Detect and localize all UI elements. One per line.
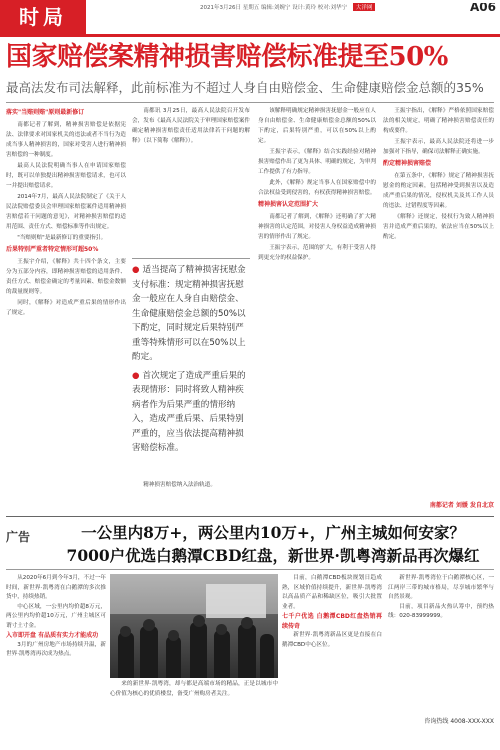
- article-column-2: [132, 106, 250, 256]
- paragraph: 《解释》还规定，侵权行为致人精神损害并造成严重后果的，依法应当在50%以上酌定。: [383, 214, 494, 240]
- paragraph: 王振宇表示，最高人民法院还将进一步加强对下指导，确保司法解释正确实施。: [383, 139, 494, 155]
- byline: 南都记者 刘媛 发自北京: [429, 502, 494, 509]
- ad-column-3: [282, 574, 382, 744]
- paragraph: 此外，《解释》规定当事人在国家赔偿中的合法权益受到侵害的，有权获得精神损害赔偿。: [258, 180, 376, 196]
- pull-quote: [132, 258, 250, 478]
- paragraph: 目前，项目新品火热认筹中，预约热线：020-83999999。: [388, 603, 494, 619]
- subheadline: 最高法发布司法解释，此前标准为不超过人身自由赔偿金、生命健康赔偿金总额的35%: [6, 80, 484, 95]
- pull-quote-box: [132, 258, 250, 456]
- issue-info: [200, 3, 496, 11]
- section-heading: 精神损害认定范围扩大: [258, 201, 319, 208]
- photo-person: [140, 626, 158, 678]
- paragraph: 王振宇表示，范围的扩大，有利于受害人得到更充分的权益保护。: [258, 245, 376, 261]
- site-tag: 大洋网: [353, 3, 376, 11]
- article-column-1: [6, 106, 126, 511]
- pull-quote-text: 适当提高了精神损害抚慰金支付标准：规定精神损害抚慰金一般应在人身自由赔偿金、生命健康赔偿金总额的50%以下酌定，同时规定后果特别严重等特殊情形可以在50%以上酌定。: [132, 265, 246, 362]
- photo-person: [166, 636, 181, 678]
- section-heading: 七千户优选 白鹅潭CBD红盘热销再续传奇: [282, 613, 382, 630]
- section-heading: 入市即开盘 有品质有实力才能成功: [6, 632, 99, 639]
- bullet-icon: ●: [132, 370, 143, 381]
- ad-label: 广告: [6, 530, 31, 544]
- paragraph: 精神损害赔偿纳入法治轨道。: [143, 482, 216, 488]
- paragraph: 南都记者了解到，精神损害赔偿是依据宪法、法律要求对国家机关的违法或者不当行为造成当事人精神损害的，国家对受害人进行精神损害赔偿的一种制度。: [6, 122, 126, 158]
- sales-office-photo: [110, 574, 278, 678]
- paragraph: 同时，《解释》对造成严重后果的情形作出了规定。: [6, 300, 126, 316]
- paragraph: 该解释明确规定精神损害抚慰金一般应在人身自由赔偿金、生命健康赔偿金总额的50%以下酌定，后果特别严重，可以在50%以上酌定。: [258, 108, 376, 144]
- ad-headline-1: 一公里内8万+，两公里内10万+，广州主城如何安家？: [81, 523, 465, 542]
- photo-person-head: [143, 619, 155, 631]
- ad-headline-2: 7000户优选白鹅潭CBD红盘，新世界·凯粤湾新品再次爆红: [66, 546, 480, 565]
- paragraph: 新世界·凯粤湾位于白鹅潭核心区，一江两岸三带的城市格局，尽享城市繁华与自然景观。: [388, 575, 494, 600]
- article-column-3: [258, 106, 376, 511]
- photo-person-head: [241, 617, 253, 629]
- headline-divider: [6, 102, 494, 103]
- article-column-2-tail: [132, 480, 250, 512]
- section-heading: 酌定精神损害赔偿: [383, 160, 432, 167]
- photo-person-head: [216, 624, 227, 635]
- paragraph: 新世界·凯粤湾新品区更是直接在白鹅潭CBD中心区位。: [282, 632, 382, 648]
- section-heading: 后果特别严重者特定情形可超50%: [6, 246, 99, 253]
- lead-paragraph: 南都讯 3月25日，最高人民法院召开发布会，发布《最高人民法院关于审理国家赔偿案件确定精神损害赔偿责任适用法律若干问题的解释》（以下简称《解释》）。: [132, 108, 250, 144]
- section-heading: 落实"当赔则赔"原则最新修订: [6, 109, 85, 116]
- paragraph: 在第五条中，《解释》规定了精神损害抚慰金的酌定因素，包括精神受到损害以及造成严重后果的情况，侵权机关及其工作人员的违法、过错程度等因素。: [383, 173, 494, 209]
- photo-person: [238, 624, 256, 678]
- page-number: A06: [470, 3, 496, 11]
- photo-person: [214, 630, 230, 678]
- paragraph: "当赔则赔"是最新修订的重要指引。: [17, 235, 107, 241]
- pull-quote-item: [132, 369, 250, 456]
- photo-person: [190, 622, 207, 678]
- photo-person: [260, 634, 274, 678]
- paragraph: 目前，白鹅潭CBD板块规划日趋成熟，区域价值持续提升，新世界·凯粤湾以高品质产品和稀缺区位，吸引大批置业者。: [282, 575, 382, 610]
- section-divider: [6, 516, 494, 517]
- photo-person-head: [120, 626, 131, 637]
- photo-person-head: [168, 630, 179, 641]
- paragraph: 王振宇表示，《解释》结合实践经验对精神损害赔偿作出了更为具体、明确的规定，为审判工作提供了有力指导。: [258, 149, 376, 175]
- header-divider: [0, 34, 500, 37]
- paragraph: 3月的广州房地产市场持续升温，新世界·凯粤湾再次成为热点。: [6, 641, 106, 657]
- ad-contact: 咨询热线 4008-XXX-XXX: [424, 718, 494, 725]
- pull-quote-item: [132, 263, 250, 365]
- paragraph: 来的新世界·凯粤湾，却与都是高端市场的精品，正是以城市中心价值为核心的优质楼盘，备受广州购房者关注。: [110, 681, 278, 697]
- photo-person: [118, 632, 134, 678]
- paragraph: 从2020年6月到今年3月，不过一年时间，新世界·凯粤湾在白鹅潭的多次推货中，持续热销。: [6, 575, 106, 600]
- bullet-icon: ●: [132, 265, 143, 275]
- issue-date-editors: 2021年3月26日 星期五 编辑:刘婉宁 设计:黄玲 校对:刘华宁: [200, 5, 348, 11]
- page-header: [0, 0, 500, 38]
- paragraph: 王振宇指出，《解释》严格依照国家赔偿法的相关规定，明确了精神损害赔偿责任的构成要件。: [383, 108, 494, 134]
- photo-person-head: [193, 615, 205, 627]
- ad-divider: [6, 569, 494, 570]
- article-column-4: [383, 106, 494, 511]
- pull-quote-text: 首次规定了造成严重后果的表现情形：同时将致人精神疾病者作为后果严重的情形纳入，造成严重后果、后果特别严重的，应当依法提高精神损害赔偿标准。: [132, 370, 246, 453]
- paragraph: 最高人民法院明确当事人在申请国家赔偿时，既可以单独提出精神损害赔偿请求，也可以一并提出赔偿请求。: [6, 163, 126, 189]
- paragraph: 中心区域，一公里内均价超8万元，两公里内均价超10万元，广州主城区可谓寸土寸金。: [6, 603, 106, 629]
- section-masthead: 时局: [0, 0, 86, 34]
- paragraph: 南都记者了解到，《解释》还明确了扩大精神损害的认定范围，对侵害人身权益造成精神损害的情形作出了规定。: [258, 214, 376, 240]
- paragraph: 王振宇介绍，《解释》共十四个条文，主要分为五部分内容，即精神损害赔偿的适用条件、责任方式、赔偿金确定的考量因素、赔偿金数额的裁量规则等。: [6, 259, 126, 295]
- ad-column-1: [6, 574, 106, 744]
- paragraph: 2014年7月，最高人民法院制定了《关于人民法院赔偿委员会审理国家赔偿案件适用精神损害赔偿若干问题的意见》，对精神损害赔偿的适用范围、责任方式、赔偿标准等作出规定。: [6, 194, 126, 230]
- headline: 国家赔偿案精神损害赔偿标准提至50%: [6, 42, 448, 72]
- ad-column-2: [110, 680, 278, 744]
- photo-screen: [206, 584, 266, 618]
